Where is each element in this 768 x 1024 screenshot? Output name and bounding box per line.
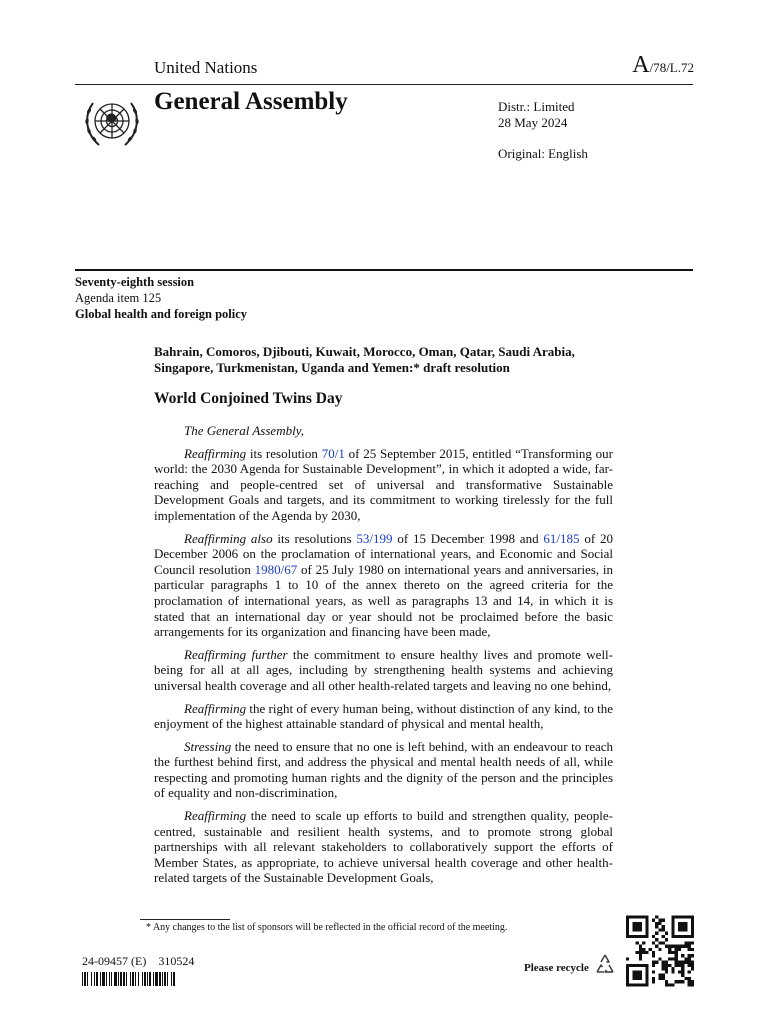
session-rule (75, 269, 693, 271)
preamble-paragraph: Reaffirming also its resolutions 53/199 of 15 December 1998 and 61/185 of 20 December 2006 on the proclamation of international years, and Economic and Social Council resolution 1980/67 of 25 July 1980 on international years and anniversaries, in particular paragraphs 1 to 10 of the annex thereto on the agreed criteria for the proclamation of international years, as well as paragraphs 13 and 14, in which it is stated that an international day or year should not be proclaimed before the basic arrangements for its organization and financing have been made, (154, 530, 613, 640)
preamble-paragraph: Reaffirming the need to scale up efforts to build and strengthen quality, people-centred, sustainable and resilient health systems, and to promote strong global partnerships with all relevant stakeholders to collaboratively support the efforts of Member States, as appropriate, to achieve universal health coverage and other health-related targets of the Sustainable Development Goals, (154, 808, 613, 886)
general-assembly-heading: General Assembly (154, 88, 348, 115)
agenda-item: Agenda item 125 (75, 291, 162, 305)
un-emblem-icon (79, 91, 145, 157)
session-name: Seventy-eighth session (75, 275, 195, 289)
resolution-link[interactable]: 70/1 (321, 445, 345, 461)
resolution-title: World Conjoined Twins Day (154, 390, 343, 407)
please-recycle-label: Please recycle (524, 962, 589, 974)
qr-code-icon (626, 915, 694, 987)
preamble-paragraph: Stressing the need to ensure that no one is left behind, with an endeavour to reach the furthest behind first, and address the physical and mental health needs of all, while respecting and promoting human rights and the dignity of the person and the principles of equality and non-discrimination, (154, 738, 613, 801)
barcode-icon (82, 972, 210, 986)
session-block (75, 274, 247, 322)
preamble (154, 423, 613, 893)
distribution-status: Distr.: Limited (498, 99, 575, 114)
header-rule (75, 84, 693, 85)
preamble-paragraph: Reaffirming its resolution 70/1 of 25 September 2015, entitled “Transforming our world: the 2030 Agenda for Sustainable Development”, in which it adopted a wide, far-reaching and people-centred set of universal and transformative Sustainable Development Goals and targets, and its commitment to working tirelessly for the full implementation of the Agenda by 2030, (154, 445, 613, 523)
document-date: 28 May 2024 (498, 115, 568, 130)
original-language: Original: English (498, 146, 588, 161)
distribution-block (498, 99, 588, 162)
resolution-link[interactable]: 53/199 (356, 530, 393, 546)
sponsors-line: Bahrain, Comoros, Djibouti, Kuwait, Morocco, Oman, Qatar, Saudi Arabia, Singapore, Turkmenistan, Uganda and Yemen:* draft resolution (154, 344, 575, 375)
footnote-rule (140, 919, 230, 920)
preamble-intro: The General Assembly, (184, 423, 304, 438)
document-symbol (632, 52, 694, 79)
footnote: * Any changes to the list of sponsors will be reflected in the official record of the meeting. (146, 922, 508, 933)
agenda-topic: Global health and foreign policy (75, 307, 248, 321)
recycle-icon (592, 952, 618, 978)
resolution-link[interactable]: 61/185 (543, 530, 580, 546)
symbol-rest: /78/L.72 (649, 60, 694, 75)
preamble-paragraph: Reaffirming the right of every human being, without distinction of any kind, to the enjoyment of the highest attainable standard of physical and mental health, (154, 700, 613, 732)
resolution-link[interactable]: 1980/67 (254, 561, 298, 577)
document-number: 24-09457 (E) 310524 (82, 954, 195, 968)
preamble-paragraph: Reaffirming further the commitment to ensure healthy lives and promote well-being for all at all ages, including by strengthening health systems and achieving universal health coverage and all other health-related targets and leaving no one behind, (154, 646, 613, 693)
organization-name: United Nations (154, 58, 258, 77)
symbol-prefix: A (632, 52, 650, 78)
